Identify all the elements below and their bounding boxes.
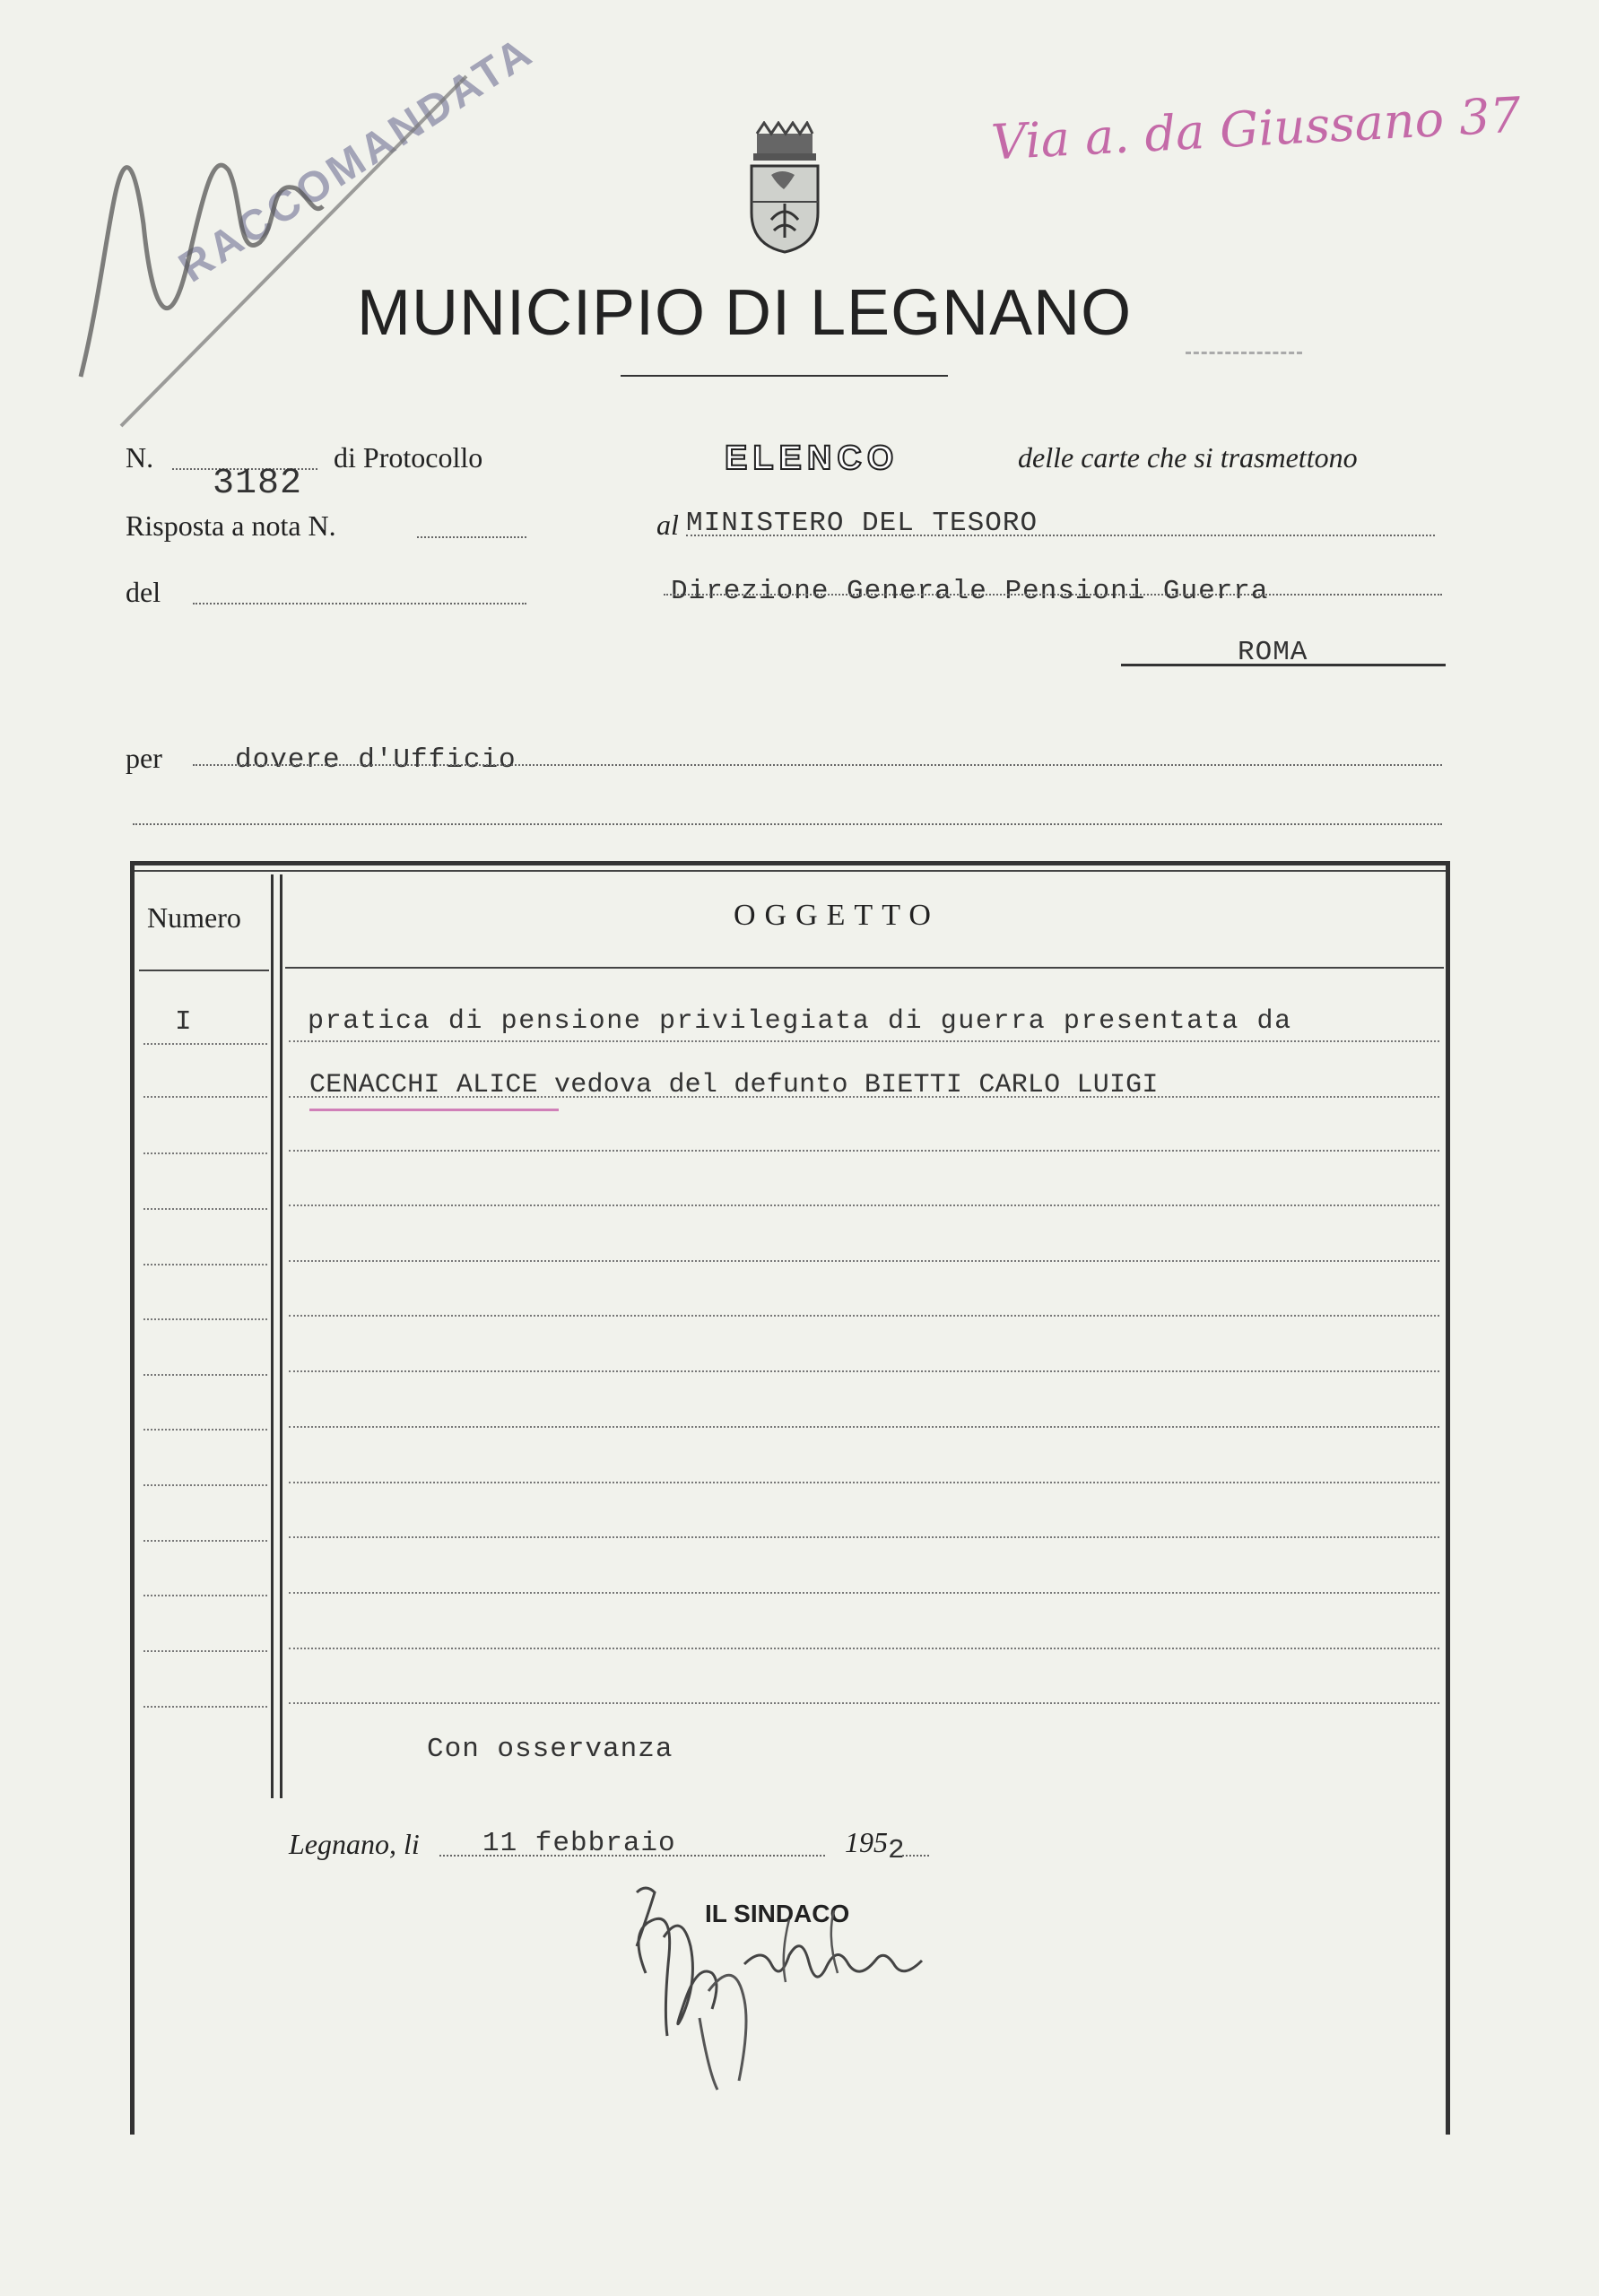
table-top-border-inner [135,870,1446,872]
row-rule [289,1370,1439,1372]
per-value: dovere d'Ufficio [235,744,517,776]
row-rule [143,1540,267,1542]
del-date-field [193,603,526,604]
protocol-number: 3182 [213,464,303,504]
row-rule [143,1096,267,1098]
signature [610,1857,969,2099]
recipient-line-3: ROMA [1238,637,1308,668]
row-rule [143,1264,267,1265]
reply-label: Risposta a nota N. [126,509,336,542]
row-rule [289,1702,1439,1704]
row-rule [143,1374,267,1376]
row-rule [143,1706,267,1708]
date-value: 11 febbraio [482,1828,676,1859]
row-rule [289,1040,1439,1042]
column-header-oggetto: OGGETTO [734,899,940,932]
row-rule [289,1426,1439,1428]
year-suffix: 2 [888,1835,906,1866]
elenco-word: ELENCO [725,439,899,477]
header-bottom-rule-left [139,970,269,971]
row-rule [289,1315,1439,1317]
column-header-numero: Numero [147,901,241,934]
signer-title: IL SINDACO [705,1900,850,1927]
row-rule [143,1043,267,1045]
table-right-border [1446,861,1450,2135]
row-rule [143,1429,267,1431]
page-title: MUNICIPIO DI LEGNANO [357,277,1133,349]
coat-of-arms-icon [744,121,825,256]
recipient-line-2-rule [664,594,1442,596]
row-rule [289,1592,1439,1594]
elenco-description: delle carte che si trasmettono [1018,441,1358,474]
column-divider [271,874,274,1798]
row-1-numero: I [175,1006,193,1038]
title-underline [621,375,948,377]
recipient-al-label: al [656,509,679,541]
place-label: Legnano, li [289,1828,420,1860]
row-rule [143,1318,267,1320]
protocol-label: di Protocollo [334,441,483,474]
del-label: del [126,576,161,608]
row-rule [289,1150,1439,1152]
table-left-border [130,861,135,2135]
row-rule [143,1484,267,1486]
recipient-line-2: Direzione Generale Pensioni Guerra [671,576,1269,607]
row-rule [143,1595,267,1596]
row-rule [289,1536,1439,1538]
per-label: per [126,742,162,774]
recipient-line-1-rule [686,535,1435,536]
column-divider-2 [280,874,282,1798]
row-rule [289,1260,1439,1262]
table-top-border [130,861,1448,865]
handwritten-address: Via a. da Giussano 37 [989,86,1523,171]
row-rule [289,1482,1439,1483]
row-1-oggetto: pratica di pensione privilegiata di guerra presentata da [308,1006,1292,1037]
row-rule [143,1650,267,1652]
per-rule-1 [193,764,1442,766]
protocol-n-label: N. [126,441,154,474]
recipient-line-3-rule [1121,664,1446,666]
row-2-oggetto: CENACCHI ALICE vedova del defunto BIETTI CARLO LUIGI [309,1070,1159,1100]
row-rule [143,1152,267,1154]
closing-text: Con osservanza [427,1734,673,1765]
year-prefix: 195 [845,1826,888,1858]
pencil-scribble [63,81,332,386]
row-rule [289,1205,1439,1206]
title-faint-mark [1186,352,1302,354]
header-bottom-rule-right [285,967,1444,969]
row-rule [143,1208,267,1210]
stamp-text: RACCOMANDATA [170,27,543,292]
per-rule-2 [133,823,1442,825]
reply-number-field [417,536,526,538]
recipient-line-1: MINISTERO DEL TESORO [686,508,1038,539]
row-rule [289,1648,1439,1649]
pink-underline [309,1109,559,1111]
